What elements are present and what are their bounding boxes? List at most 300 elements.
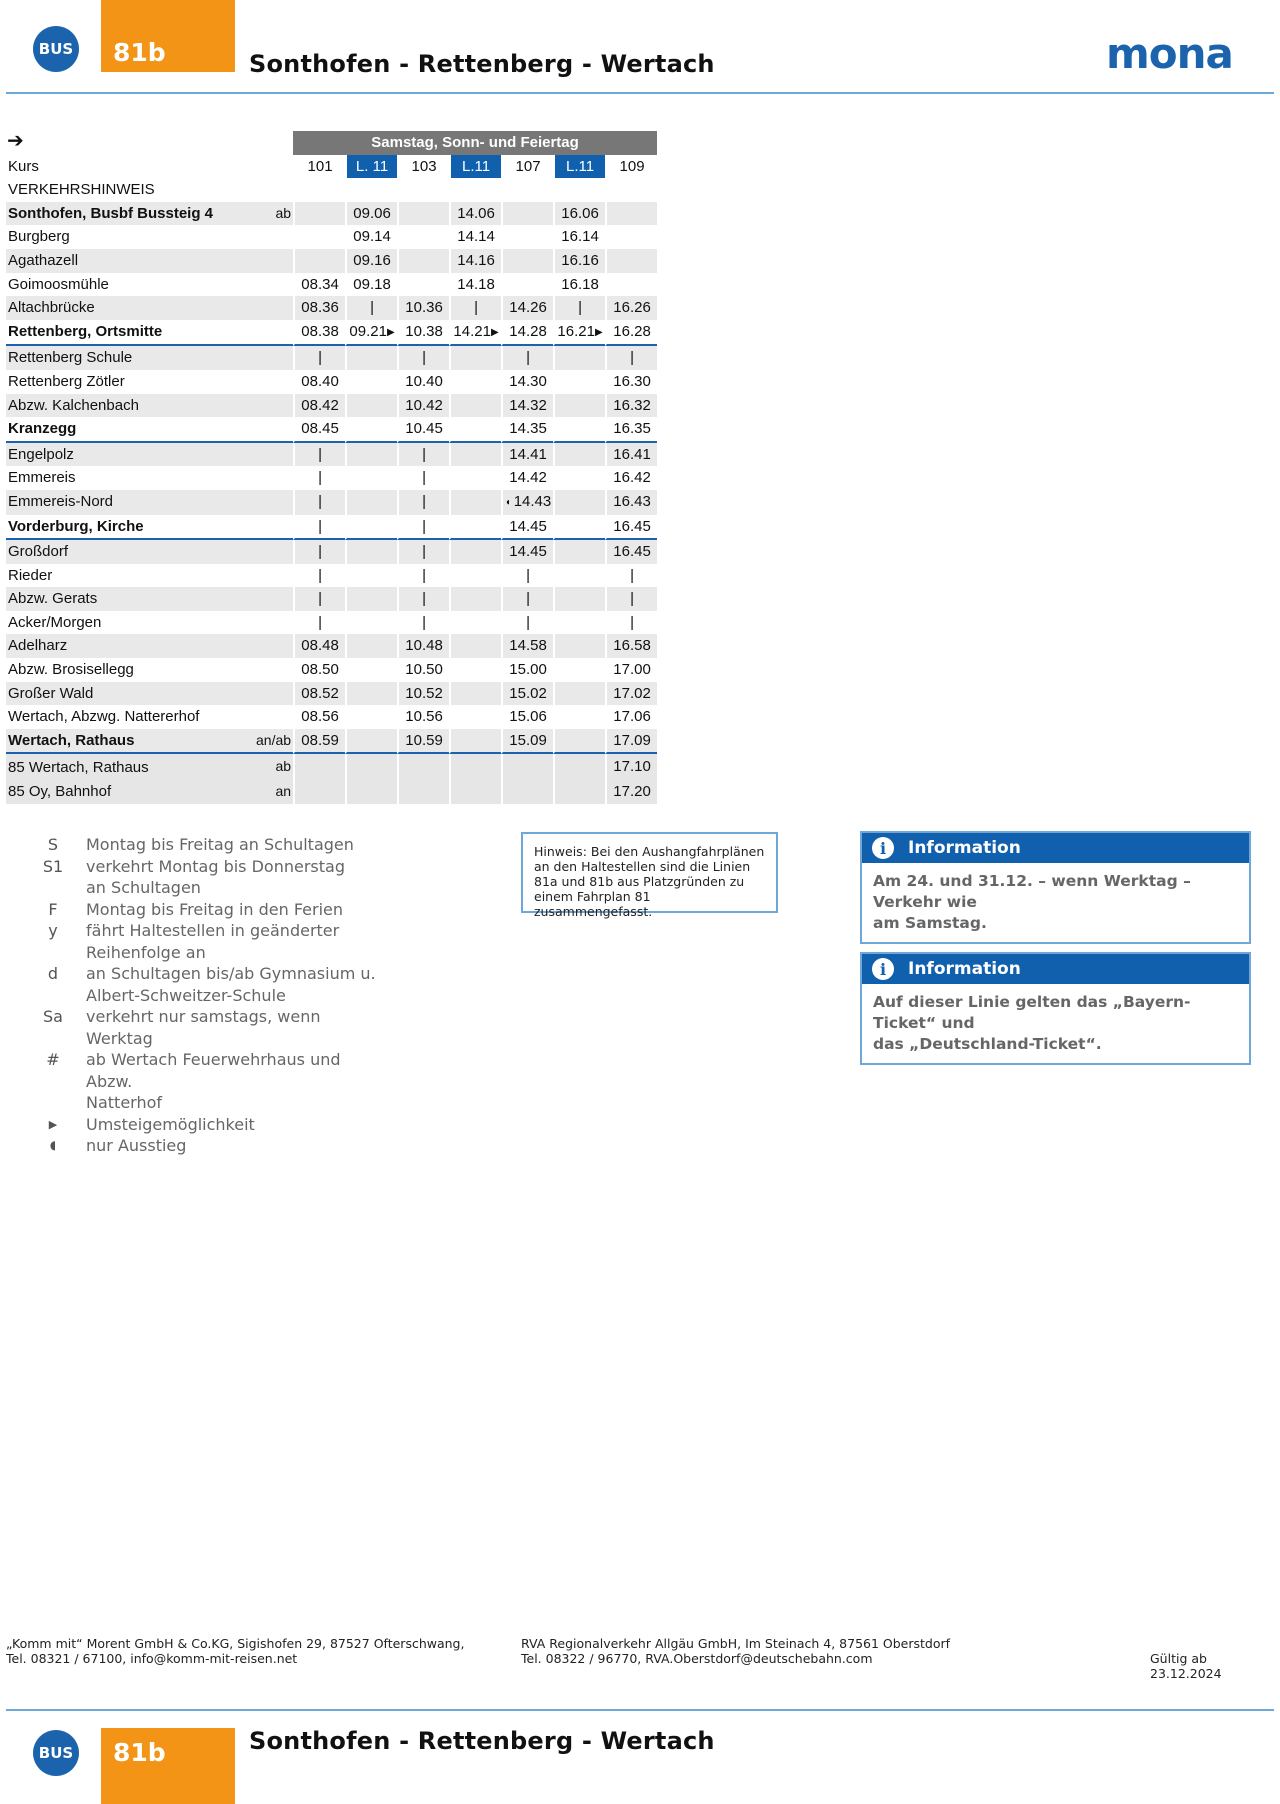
- transfer-icon: ▶: [594, 326, 603, 338]
- time-cell: [449, 564, 501, 588]
- time-cell: [605, 658, 657, 682]
- footer-contact: Tel. 08322 / 96770, RVA.Oberstdorf@deutschebahn.com: [521, 1651, 873, 1666]
- time-value: 10.48: [405, 637, 443, 655]
- stop-name: Rettenberg, Ortsmitte: [6, 320, 256, 347]
- time-cell: [293, 320, 345, 347]
- time-cell: [553, 729, 605, 755]
- time-cell: [449, 346, 501, 370]
- time-cell: 17.10: [605, 754, 657, 780]
- time-cell: [553, 682, 605, 706]
- day-type-header: Samstag, Sonn- und Feiertag: [293, 131, 657, 155]
- time-value: 10.52: [405, 684, 443, 702]
- stop-row: [6, 202, 657, 226]
- legend-symbol: #: [46, 1050, 60, 1069]
- stop-row: [6, 296, 657, 320]
- legend-text: verkehrt nur samstags, wenn Werktag: [86, 1007, 321, 1048]
- time-cell: [605, 564, 657, 588]
- time-cell: [553, 202, 605, 226]
- time-cell: [293, 394, 345, 418]
- time-cell: [501, 587, 553, 611]
- time-cell: [501, 296, 553, 320]
- arrival-departure-mark: [256, 225, 293, 249]
- stop-name: Großdorf: [6, 540, 256, 564]
- time-cell: [605, 540, 657, 564]
- time-value: 14.43: [513, 492, 552, 510]
- time-value: |: [318, 469, 322, 487]
- time-value: 16.43: [613, 493, 651, 511]
- mona-logo: [1106, 36, 1250, 77]
- time-value: 09.21: [349, 322, 387, 340]
- info-icon: i: [872, 837, 894, 859]
- legend-text: Reihenfolge an: [86, 942, 206, 962]
- time-cell: [397, 466, 449, 490]
- time-value: 08.52: [301, 684, 339, 702]
- arrival-departure-mark: [256, 273, 293, 297]
- footer-address: „Komm mit“ Morent GmbH & Co.KG, Sigishofen 29, 87527 Ofterschwang,: [6, 1636, 465, 1651]
- time-value: |: [318, 349, 322, 367]
- trip-number: 107: [501, 155, 553, 179]
- hinweis-row: [6, 178, 657, 202]
- time-cell: [397, 296, 449, 320]
- footer-operator-right: [521, 1636, 950, 1666]
- info-text: am Samstag.: [873, 914, 987, 932]
- bus-badge: BUS: [33, 26, 79, 72]
- time-value: 15.09: [509, 731, 547, 749]
- time-value: |: [318, 613, 322, 631]
- time-value: 17.02: [613, 684, 651, 702]
- time-value: |: [318, 445, 322, 463]
- direction-arrow-icon: ➔: [7, 130, 24, 152]
- legend-symbol: S1: [42, 856, 64, 876]
- time-value: |: [422, 613, 426, 631]
- time-cell: [293, 564, 345, 588]
- legend-symbol: d: [47, 964, 59, 983]
- time-cell: [449, 754, 501, 780]
- arrival-departure-mark: [256, 705, 293, 729]
- time-cell: [397, 515, 449, 541]
- time-cell: [501, 658, 553, 682]
- time-value: 17.09: [613, 731, 651, 749]
- time-cell: [553, 564, 605, 588]
- legend-text: Albert-Schweitzer-Schule: [86, 985, 286, 1005]
- time-cell: [449, 273, 501, 297]
- arrival-departure-mark: [256, 417, 293, 443]
- time-value: 15.02: [509, 684, 547, 702]
- time-cell: [293, 417, 345, 443]
- arrival-departure-mark: [256, 249, 293, 273]
- time-value: |: [422, 517, 426, 535]
- time-cell: [397, 273, 449, 297]
- legend-symbol: [20, 877, 86, 899]
- time-cell: [345, 515, 397, 541]
- header-rule: [6, 92, 1274, 94]
- time-cell: [501, 273, 553, 297]
- time-cell: [553, 443, 605, 467]
- time-cell: [397, 705, 449, 729]
- time-cell: [501, 780, 553, 804]
- time-value: 16.16: [561, 251, 599, 269]
- time-value: 08.42: [301, 396, 339, 414]
- time-value: 08.59: [301, 731, 339, 749]
- time-cell: [397, 564, 449, 588]
- time-value: 17.00: [613, 661, 651, 679]
- time-cell: [605, 515, 657, 541]
- empty-cell: [345, 178, 397, 202]
- time-cell: [293, 466, 345, 490]
- legend-row: [20, 834, 386, 856]
- legend-symbol: S: [47, 835, 59, 854]
- time-cell: [397, 729, 449, 755]
- time-value: 10.56: [405, 708, 443, 726]
- arrival-departure-mark: ab: [256, 202, 293, 226]
- time-cell: [605, 682, 657, 706]
- legend-text: Montag bis Freitag in den Ferien: [86, 899, 344, 919]
- time-cell: [397, 490, 449, 515]
- stop-name: Agathazell: [6, 249, 256, 273]
- time-cell: [553, 346, 605, 370]
- time-value: |: [630, 590, 634, 608]
- time-cell: [397, 587, 449, 611]
- stop-row: [6, 540, 657, 564]
- stop-name: Rettenberg Zötler: [8, 372, 125, 390]
- arrival-departure-mark: [256, 346, 293, 370]
- arrival-departure-mark: [256, 490, 293, 515]
- time-cell: [501, 249, 553, 273]
- time-cell: [397, 346, 449, 370]
- time-cell: [345, 729, 397, 755]
- time-value: 16.41: [613, 445, 651, 463]
- hint-line: Hinweis: Bei den Aushangfahrplänen: [534, 844, 765, 859]
- time-cell: [501, 682, 553, 706]
- time-cell: [293, 682, 345, 706]
- time-cell: [501, 540, 553, 564]
- time-cell: [501, 320, 553, 347]
- time-cell: [345, 490, 397, 515]
- time-value: |: [474, 299, 478, 317]
- time-value: 10.42: [405, 396, 443, 414]
- stop-name: Acker/Morgen: [8, 613, 102, 631]
- trip-number: L. 11: [345, 155, 397, 179]
- time-cell: [449, 394, 501, 418]
- time-cell: [605, 273, 657, 297]
- time-cell: [345, 682, 397, 706]
- time-cell: [501, 225, 553, 249]
- spacer: [256, 131, 293, 155]
- mona-logo-icon: [1106, 36, 1250, 72]
- time-cell: [293, 370, 345, 394]
- time-value: 14.45: [509, 543, 547, 561]
- legend-row: [20, 1114, 386, 1136]
- time-cell: [397, 249, 449, 273]
- time-cell: [449, 417, 501, 443]
- time-cell: [605, 466, 657, 490]
- time-cell: [553, 273, 605, 297]
- legend-text: an Schultagen: [86, 878, 201, 897]
- empty-cell: [397, 178, 449, 202]
- time-cell: [345, 658, 397, 682]
- time-cell: [605, 729, 657, 755]
- stop-row: [6, 225, 657, 249]
- stop-row: [6, 515, 657, 541]
- time-cell: [501, 202, 553, 226]
- time-cell: [501, 394, 553, 418]
- stop-row: [6, 320, 657, 347]
- arrival-departure-mark: [256, 466, 293, 490]
- time-cell: [501, 490, 553, 515]
- time-cell: [553, 658, 605, 682]
- time-value: 16.28: [613, 323, 651, 341]
- time-cell: [345, 202, 397, 226]
- time-cell: [449, 466, 501, 490]
- time-cell: [501, 466, 553, 490]
- time-value: 16.21: [557, 322, 595, 340]
- time-cell: [293, 754, 345, 780]
- time-cell: [293, 611, 345, 635]
- time-value: 10.40: [405, 372, 443, 390]
- legend-text: Natterhof: [86, 1093, 163, 1112]
- time-cell: [345, 249, 397, 273]
- spacer: [6, 131, 256, 155]
- time-cell: [449, 729, 501, 755]
- time-cell: [605, 705, 657, 729]
- time-value: |: [422, 566, 426, 584]
- trip-number: L.11: [449, 155, 501, 179]
- time-value: 14.45: [509, 517, 547, 535]
- connection-row: [6, 754, 657, 780]
- time-value: 16.30: [613, 372, 651, 390]
- legend: [20, 834, 386, 1157]
- time-cell: [293, 249, 345, 273]
- time-cell: [449, 249, 501, 273]
- time-value: 16.58: [613, 637, 651, 655]
- time-cell: [605, 346, 657, 370]
- empty-cell: [449, 178, 501, 202]
- stop-row: [6, 443, 657, 467]
- time-value: |: [630, 566, 634, 584]
- time-cell: [605, 443, 657, 467]
- time-value: 16.32: [613, 396, 651, 414]
- svg-text:mona: mona: [1106, 36, 1233, 72]
- time-value: 10.38: [405, 323, 443, 341]
- half-circle-icon: ◖: [504, 496, 514, 508]
- time-cell: [449, 611, 501, 635]
- info-box-holiday: [860, 831, 1251, 944]
- time-cell: [397, 682, 449, 706]
- time-cell: [345, 466, 397, 490]
- time-cell: [397, 780, 449, 804]
- page-header: [0, 0, 1280, 94]
- time-cell: [501, 754, 553, 780]
- time-value: |: [318, 493, 322, 511]
- legend-text: fährt Haltestellen in geänderter: [86, 921, 340, 940]
- time-cell: [345, 296, 397, 320]
- footer-operator-left: [6, 1636, 464, 1666]
- time-value: |: [318, 566, 322, 584]
- time-cell: [605, 417, 657, 443]
- stop-row: [6, 611, 657, 635]
- time-cell: [397, 658, 449, 682]
- trip-number: 101: [293, 155, 345, 179]
- time-cell: [397, 202, 449, 226]
- time-value: 15.00: [509, 661, 547, 679]
- transfer-icon: ▶: [490, 326, 499, 338]
- info-text: Auf dieser Linie gelten das „Bayern-Ticket“ und: [873, 993, 1191, 1032]
- arrival-departure-mark: [256, 587, 293, 611]
- half-circle-icon: ◖: [49, 1138, 57, 1152]
- transfer-icon: ▶: [48, 1117, 58, 1131]
- time-value: 14.06: [457, 204, 495, 222]
- time-cell: [345, 273, 397, 297]
- stop-name: Wertach, Rathaus: [6, 729, 256, 755]
- time-cell: [293, 780, 345, 804]
- time-cell: [293, 540, 345, 564]
- time-cell: [553, 515, 605, 541]
- time-cell: [605, 249, 657, 273]
- time-cell: [345, 754, 397, 780]
- time-cell: [397, 225, 449, 249]
- time-cell: [553, 490, 605, 515]
- time-cell: [449, 587, 501, 611]
- day-header-row: [6, 131, 657, 155]
- time-cell: [345, 225, 397, 249]
- arrival-departure-mark: [256, 682, 293, 706]
- time-value: 15.06: [509, 708, 547, 726]
- legend-text: verkehrt Montag bis Donnerstag: [86, 856, 345, 876]
- stop-row: [6, 658, 657, 682]
- time-value: 08.36: [301, 299, 339, 317]
- stop-row: [6, 394, 657, 418]
- time-cell: [605, 370, 657, 394]
- time-value: 08.40: [301, 372, 339, 390]
- stop-name: Emmereis-Nord: [6, 490, 256, 515]
- time-cell: [553, 466, 605, 490]
- time-value: |: [318, 517, 322, 535]
- time-cell: [397, 394, 449, 418]
- time-value: |: [318, 543, 322, 561]
- time-value: 16.06: [561, 204, 599, 222]
- connection-stop: 85 Wertach, Rathaus: [6, 754, 256, 780]
- legend-text: Umsteigemöglichkeit: [86, 1114, 255, 1134]
- timetable: [6, 131, 657, 804]
- info-body: [862, 863, 1249, 942]
- hint-line: an den Haltestellen sind die Linien: [534, 859, 751, 874]
- time-cell: [345, 780, 397, 804]
- legend-row: [20, 877, 386, 899]
- arrival-departure-mark: [256, 634, 293, 658]
- footer-address: RVA Regionalverkehr Allgäu GmbH, Im Steinach 4, 87561 Oberstdorf: [521, 1636, 951, 1651]
- trip-number: L.11: [553, 155, 605, 179]
- time-value: 14.21: [453, 322, 491, 340]
- stop-name: Abzw. Kalchenbach: [6, 394, 256, 418]
- stop-name: Goimoosmühle: [8, 275, 109, 293]
- time-cell: [553, 611, 605, 635]
- time-cell: [293, 515, 345, 541]
- legend-symbol: y: [48, 921, 58, 940]
- stop-row: [6, 370, 657, 394]
- stop-name: Vorderburg, Kirche: [6, 515, 256, 541]
- time-cell: [553, 296, 605, 320]
- time-cell: [501, 705, 553, 729]
- time-cell: [553, 587, 605, 611]
- time-value: |: [526, 566, 530, 584]
- time-value: 08.38: [301, 323, 339, 341]
- hint-line: 81a und 81b aus Platzgründen zu: [534, 874, 745, 889]
- time-cell: [605, 587, 657, 611]
- stop-name: Adelharz: [6, 634, 256, 658]
- time-cell: [449, 225, 501, 249]
- time-value: 10.45: [405, 420, 443, 438]
- time-cell: [397, 443, 449, 467]
- time-value: 16.45: [613, 517, 651, 535]
- time-value: 09.14: [353, 228, 391, 246]
- time-value: 16.45: [613, 543, 651, 561]
- arrival-departure-mark: ab: [256, 754, 293, 780]
- time-cell: [553, 370, 605, 394]
- time-cell: [605, 634, 657, 658]
- time-cell: [293, 202, 345, 226]
- empty-cell: [293, 178, 345, 202]
- time-cell: 17.20: [605, 780, 657, 804]
- stop-name: Engelpolz: [6, 443, 256, 467]
- time-value: |: [526, 590, 530, 608]
- trip-number: 109: [605, 155, 657, 179]
- legend-row: [20, 1135, 386, 1157]
- legend-symbol: [20, 942, 86, 964]
- transfer-icon: ▶: [386, 326, 395, 338]
- time-value: 09.06: [353, 204, 391, 222]
- time-cell: [345, 346, 397, 370]
- time-cell: [553, 634, 605, 658]
- legend-symbol: [20, 985, 86, 1007]
- time-value: |: [526, 613, 530, 631]
- time-cell: [553, 320, 605, 347]
- time-cell: [293, 658, 345, 682]
- time-cell: [553, 249, 605, 273]
- time-value: 08.34: [301, 275, 339, 293]
- arrival-departure-mark: [256, 370, 293, 394]
- time-value: 14.16: [457, 251, 495, 269]
- arrival-departure-mark: [256, 611, 293, 635]
- time-cell: [449, 320, 501, 347]
- stop-row: [6, 587, 657, 611]
- stop-name: Kranzegg: [6, 417, 256, 443]
- time-value: 14.14: [457, 228, 495, 246]
- stop-row: [6, 634, 657, 658]
- stop-name: Rieder: [8, 566, 53, 584]
- stop-row: [6, 490, 657, 515]
- legend-text: an Schultagen bis/ab Gymnasium u.: [86, 964, 376, 983]
- stop-row: [6, 682, 657, 706]
- route-title: Sonthofen - Rettenberg - Wertach: [249, 50, 715, 78]
- time-cell: [397, 540, 449, 564]
- time-cell: [553, 394, 605, 418]
- time-cell: [345, 611, 397, 635]
- time-value: 14.41: [509, 445, 547, 463]
- time-cell: [397, 634, 449, 658]
- legend-symbol: F: [48, 899, 58, 919]
- time-value: |: [630, 349, 634, 367]
- legend-text: ab Wertach Feuerwehrhaus und Abzw.: [86, 1050, 341, 1091]
- time-value: 16.14: [561, 228, 599, 246]
- connection-row: [6, 780, 657, 804]
- time-cell: [397, 754, 449, 780]
- time-value: |: [422, 590, 426, 608]
- time-cell: [501, 564, 553, 588]
- time-cell: [293, 443, 345, 467]
- info-header: [862, 833, 1249, 863]
- time-value: 14.28: [509, 323, 547, 341]
- time-cell: [293, 634, 345, 658]
